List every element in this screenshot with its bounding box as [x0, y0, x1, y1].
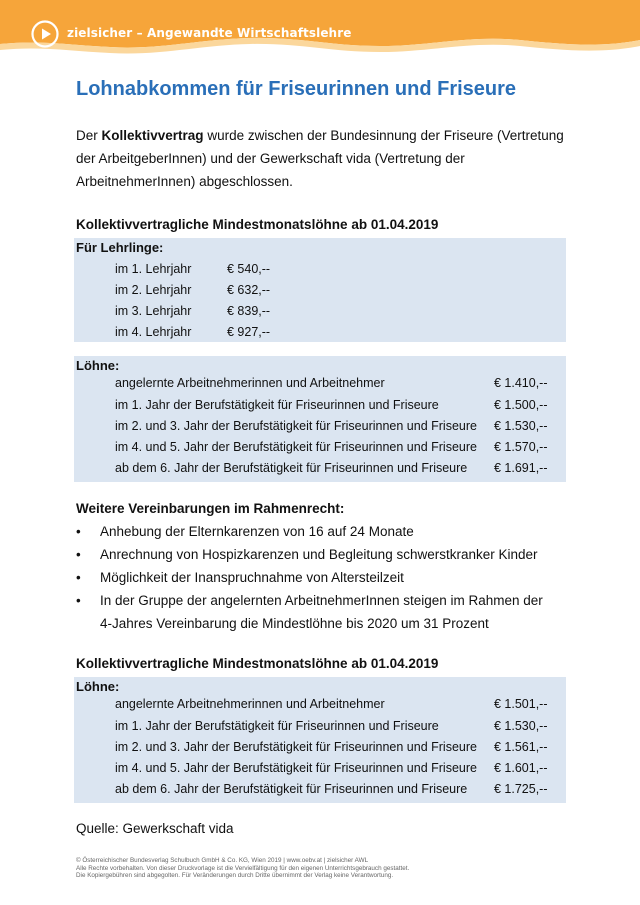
bullet-icon: • — [76, 547, 81, 562]
apprentice-box — [74, 238, 566, 342]
wage-amount: € 1.561,-- — [494, 740, 548, 754]
footer-line: Die Kopiergebühren sind abgegolten. Für Veränderungen durch Dritte übernimmt der Verlag keine Verantwortung. — [76, 872, 394, 880]
apprentice-year: im 2. Lehrjahr — [115, 283, 192, 297]
apprentice-year: im 3. Lehrjahr — [115, 304, 192, 318]
wage-row — [115, 374, 555, 392]
wage-row — [115, 438, 555, 456]
wage-label: im 4. und 5. Jahr der Berufstätigkeit für Friseurinnen und Friseure — [115, 761, 477, 775]
wage-amount: € 1.570,-- — [494, 440, 548, 454]
wage-amount: € 1.530,-- — [494, 419, 548, 433]
apprentice-title: Für Lehrlinge: — [76, 240, 164, 255]
section2-heading: Kollektivvertragliche Mindestmonatslöhne ab 01.04.2019 — [76, 656, 439, 671]
wage-row — [115, 459, 555, 477]
wages-box-2019 — [74, 356, 566, 482]
wage-row — [115, 759, 555, 777]
wage-amount: € 1.500,-- — [494, 398, 548, 412]
intro-post: wurde zwischen der Bundesinnung der Friseure (Vertretung der ArbeitgeberInnen) und der Gewerkschaft vida (Vertretung der ArbeitnehmerInnen) abgeschlossen. — [76, 128, 564, 189]
wage-row — [115, 738, 555, 756]
intro-bold: Kollektivvertrag — [101, 128, 204, 143]
intro-pre: Der — [76, 128, 102, 143]
source-note: Quelle: Gewerkschaft vida — [76, 821, 234, 836]
wage-label: ab dem 6. Jahr der Berufstätigkeit für Friseurinnen und Friseure — [115, 782, 468, 796]
wage-label: im 4. und 5. Jahr der Berufstätigkeit für Friseurinnen und Friseure — [115, 440, 477, 454]
agreements-heading: Weitere Vereinbarungen im Rahmenrecht: — [76, 501, 345, 516]
list-item-text: Anhebung der Elternkarenzen von 16 auf 24 Monate — [100, 524, 414, 539]
bullet-icon: • — [76, 524, 81, 539]
page-title: Lohnabkommen für Friseurinnen und Friseure — [76, 78, 517, 100]
list-item-text: In der Gruppe der angelernten ArbeitnehmerInnen steigen im Rahmen der — [100, 593, 543, 608]
wage-amount: € 1.725,-- — [494, 782, 548, 796]
wage-label: im 1. Jahr der Berufstätigkeit für Friseurinnen und Friseure — [115, 398, 439, 412]
wage-label: ab dem 6. Jahr der Berufstätigkeit für Friseurinnen und Friseure — [115, 461, 468, 475]
section1-heading: Kollektivvertragliche Mindestmonatslöhne ab 01.04.2019 — [76, 217, 439, 232]
footer-line: © Österreichischer Bundesverlag Schulbuch GmbH & Co. KG, Wien 2019 | www.oebv.at | zielsicher AWL — [76, 857, 369, 864]
wage-amount: € 1.530,-- — [494, 719, 548, 733]
wage-label: im 1. Jahr der Berufstätigkeit für Friseurinnen und Friseure — [115, 719, 439, 733]
intro-paragraph — [76, 124, 576, 193]
apprentice-amount: € 540,-- — [227, 262, 271, 276]
apprentice-amount: € 839,-- — [227, 304, 271, 318]
wage-row — [115, 396, 555, 414]
apprentice-year: im 1. Lehrjahr — [115, 262, 192, 276]
wage-amount: € 1.410,-- — [494, 376, 548, 390]
wage-amount: € 1.501,-- — [494, 697, 548, 711]
apprentice-year: im 4. Lehrjahr — [115, 325, 192, 339]
wage-label: angelernte Arbeitnehmerinnen und Arbeitnehmer — [115, 697, 385, 711]
wage-label: angelernte Arbeitnehmerinnen und Arbeitnehmer — [115, 376, 385, 390]
apprentice-amount: € 927,-- — [227, 325, 271, 339]
wages-title: Löhne: — [76, 358, 120, 373]
wages-title: Löhne: — [76, 679, 120, 694]
wage-row — [115, 695, 555, 713]
bullet-icon: • — [76, 570, 81, 585]
wage-row — [115, 780, 555, 798]
wage-amount: € 1.601,-- — [494, 761, 548, 775]
wage-amount: € 1.691,-- — [494, 461, 548, 475]
brand-name: zielsicher – Angewandte Wirtschaftslehre — [67, 26, 352, 40]
wage-label: im 2. und 3. Jahr der Berufstätigkeit für Friseurinnen und Friseure — [115, 419, 477, 433]
wage-row — [115, 717, 555, 735]
list-item-text: Anrechnung von Hospizkarenzen und Begleitung schwerstkranker Kinder — [100, 547, 538, 562]
apprentice-amount: € 632,-- — [227, 283, 271, 297]
footer-line: Alle Rechte vorbehalten. Von dieser Druckvorlage ist die Vervielfältigung für den eigenen Unterrichtsgebrauch gestattet. — [76, 864, 410, 872]
wage-label: im 2. und 3. Jahr der Berufstätigkeit für Friseurinnen und Friseure — [115, 740, 477, 754]
list-item-text: 4-Jahres Vereinbarung die Mindestlöhne bis 2020 um 31 Prozent — [100, 616, 489, 631]
bullet-icon: • — [76, 593, 81, 608]
footer-copyright — [76, 857, 576, 880]
wage-row — [115, 417, 555, 435]
wages-box-2020 — [74, 677, 566, 803]
list-item-text: Möglichkeit der Inanspruchnahme von Altersteilzeit — [100, 570, 404, 585]
header-banner — [0, 0, 640, 62]
play-icon — [31, 20, 59, 48]
